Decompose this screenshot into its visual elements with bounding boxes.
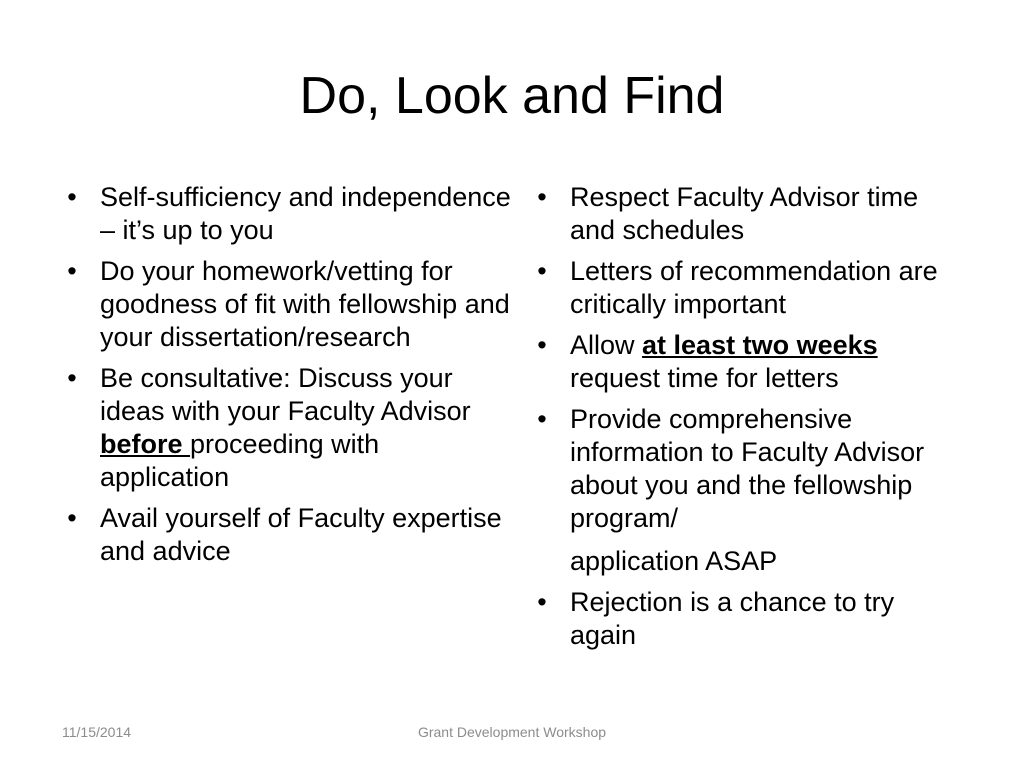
bullet-text: Rejection is a chance to try again bbox=[570, 587, 895, 650]
bullet-icon: • bbox=[537, 182, 547, 212]
left-bullet-list bbox=[62, 181, 512, 568]
bullet-text: Avail yourself of Faculty expertise and advice bbox=[100, 503, 502, 566]
bullet-icon: • bbox=[537, 256, 547, 286]
slide-title: Do, Look and Find bbox=[299, 67, 725, 125]
bullet-item bbox=[532, 403, 962, 578]
bullet-icon: • bbox=[537, 404, 547, 434]
bullet-item bbox=[532, 586, 962, 652]
bullet-item bbox=[62, 502, 512, 568]
bullet-item bbox=[532, 255, 962, 321]
bullet-text: Do your homework/vetting for goodness of fit with fellowship and your dissertation/research bbox=[100, 256, 510, 352]
bullet-text: Self-sufficiency and independence – it’s up to you bbox=[100, 182, 511, 245]
bullet-icon: • bbox=[67, 182, 77, 212]
bullet-text: Allow bbox=[570, 330, 643, 360]
footer-date: 11/15/2014 bbox=[62, 724, 132, 740]
bullet-item bbox=[62, 255, 512, 354]
bullet-item bbox=[62, 181, 512, 247]
footer-title: Grant Development Workshop bbox=[417, 724, 607, 740]
bullet-text: Be consultative: Discuss your ideas with your Faculty Advisor bbox=[100, 363, 471, 426]
bullet-icon: • bbox=[67, 256, 77, 286]
bullet-item bbox=[532, 329, 962, 395]
bullet-icon: • bbox=[537, 587, 547, 617]
emphasis-text: at least two weeks bbox=[642, 330, 878, 360]
bullet-text: Provide comprehensive information to Faculty Advisor about you and the fellowship program/ bbox=[570, 404, 925, 533]
emphasis-text: before bbox=[100, 429, 191, 459]
bullet-item bbox=[62, 362, 512, 494]
bullet-text: Respect Faculty Advisor time and schedules bbox=[570, 182, 919, 245]
bullet-text: proceeding with application bbox=[100, 429, 380, 492]
left-column bbox=[62, 181, 512, 576]
bullet-icon: • bbox=[537, 330, 547, 360]
bullet-text: application ASAP bbox=[570, 546, 778, 576]
bullet-text: request time for letters bbox=[570, 363, 839, 393]
right-column bbox=[532, 181, 962, 660]
bullet-text: Letters of recommendation are critically important bbox=[570, 256, 938, 319]
bullet-icon: • bbox=[67, 503, 77, 533]
right-bullet-list bbox=[532, 181, 962, 652]
bullet-item bbox=[532, 181, 962, 247]
bullet-icon: • bbox=[67, 363, 77, 393]
